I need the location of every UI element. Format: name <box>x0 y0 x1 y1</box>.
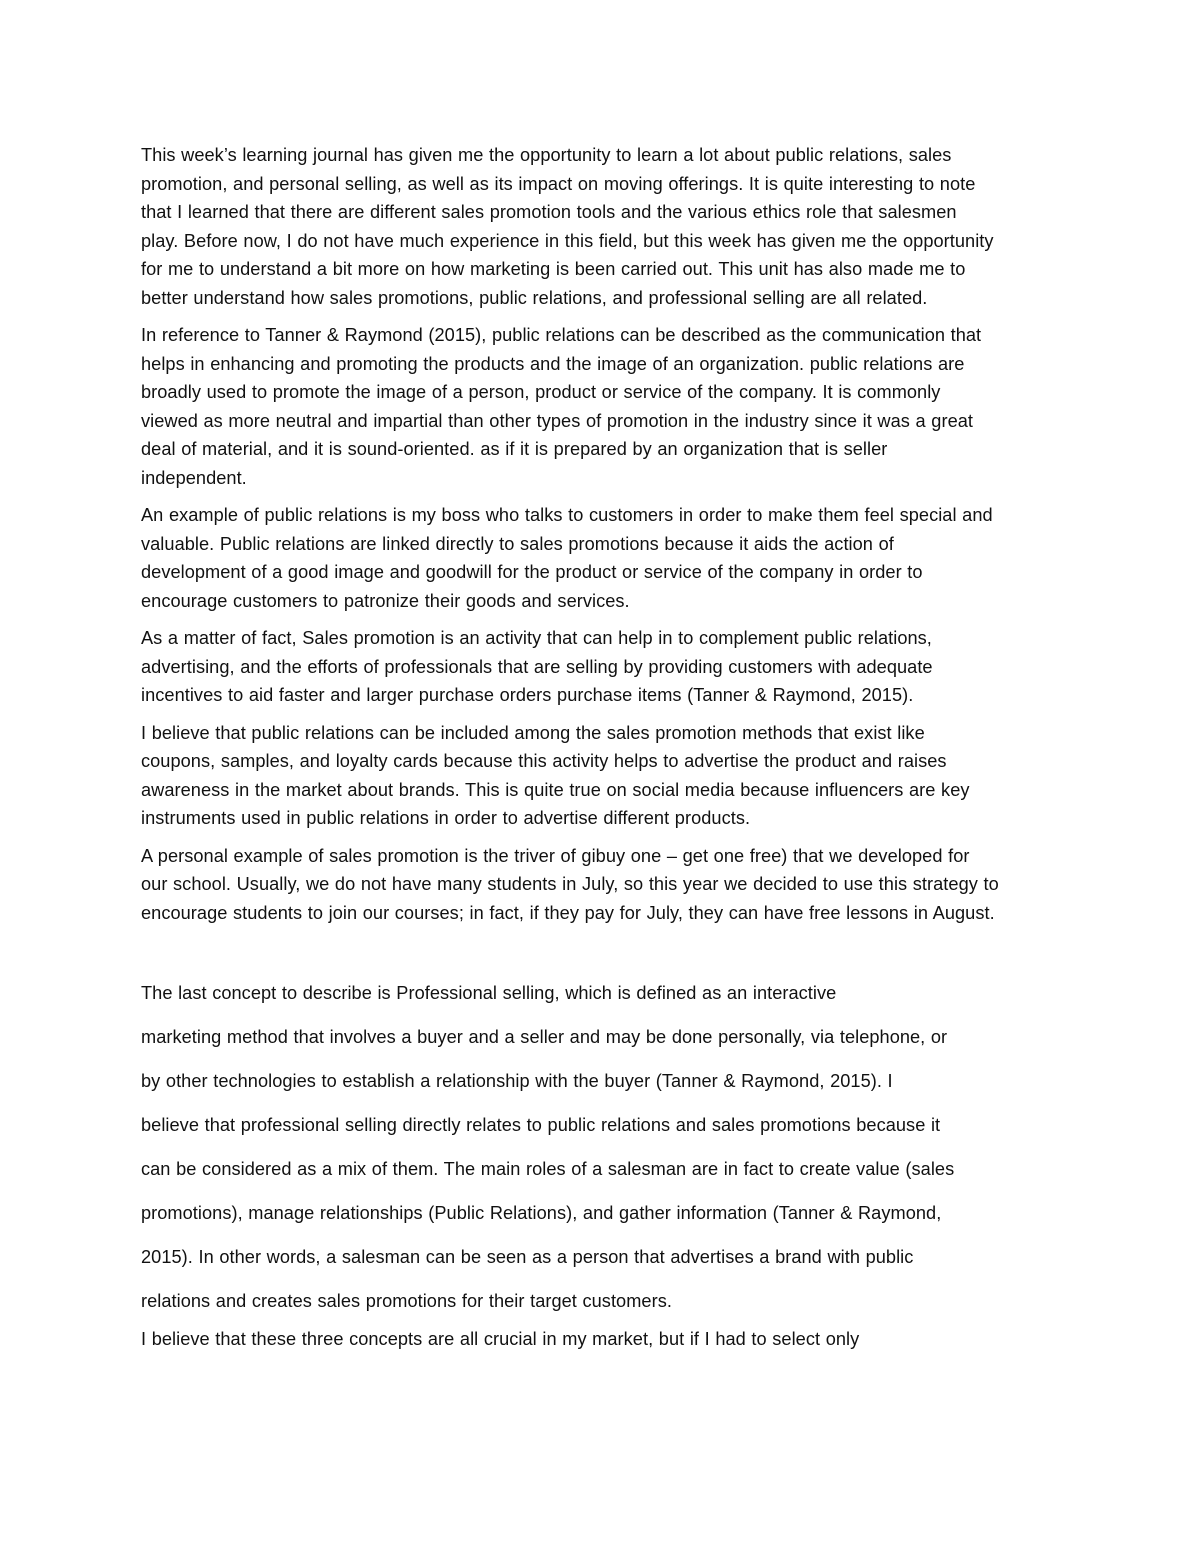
paragraph-3 <box>141 501 1071 615</box>
paragraph-4 <box>141 624 1071 710</box>
text-line: our school. Usually, we do not have many students in July, so this year we decided to use this strategy to <box>141 874 999 894</box>
text-line: coupons, samples, and loyalty cards because this activity helps to advertise the product and raises <box>141 751 947 771</box>
text-line: that I learned that there are different sales promotion tools and the various ethics role that salesmen <box>141 202 957 222</box>
text-line: incentives to aid faster and larger purchase orders purchase items (Tanner & Raymond, 2015). <box>141 685 914 705</box>
paragraph-1 <box>141 141 1071 312</box>
text-line: encourage customers to patronize their goods and services. <box>141 590 630 611</box>
text-line: broadly used to promote the image of a person, product or service of the company. It is commonly <box>141 382 941 402</box>
text-line: An example of public relations is my boss who talks to customers in order to make them feel special and <box>141 505 993 525</box>
text-line: play. Before now, I do not have much experience in this field, but this week has given me the opportunity <box>141 230 994 251</box>
text-line: independent. <box>141 467 247 488</box>
text-line: I believe that public relations can be included among the sales promotion methods that exist like <box>141 722 925 743</box>
document-body <box>141 141 1071 1353</box>
text-line: The last concept to describe is Professional selling, which is defined as an interactive <box>141 983 837 1003</box>
text-line: promotions), manage relationships (Public Relations), and gather information (Tanner & Raymond, <box>141 1203 942 1223</box>
text-line: relations and creates sales promotions for their target customers. <box>141 1291 672 1311</box>
text-line: can be considered as a mix of them. The main roles of a salesman are in fact to create value (sales <box>141 1159 955 1179</box>
paragraph-6 <box>141 842 1071 928</box>
text-line: encourage students to join our courses; in fact, if they pay for July, they can have free lessons in August. <box>141 902 995 923</box>
paragraph-5 <box>141 719 1071 833</box>
paragraph-2 <box>141 321 1071 492</box>
text-line: 2015). In other words, a salesman can be seen as a person that advertises a brand with public <box>141 1247 914 1267</box>
text-line: viewed as more neutral and impartial than other types of promotion in the industry since it was a great <box>141 410 974 431</box>
text-line: advertising, and the efforts of professionals that are selling by providing customers with adequate <box>141 656 933 677</box>
text-line: As a matter of fact, Sales promotion is an activity that can help in to complement public relations, <box>141 628 932 648</box>
text-line: I believe that these three concepts are all crucial in my market, but if I had to select only <box>141 1328 860 1349</box>
text-line: marketing method that involves a buyer and a seller and may be done personally, via telephone, or <box>141 1027 948 1047</box>
paragraph-7 <box>141 979 1071 1316</box>
text-line: In reference to Tanner & Raymond (2015), public relations can be described as the communication that <box>141 325 982 345</box>
text-line: promotion, and personal selling, as well as its impact on moving offerings. It is quite interesting to note <box>141 173 976 194</box>
text-line: awareness in the market about brands. This is quite true on social media because influencers are key <box>141 779 970 800</box>
text-line: better understand how sales promotions, public relations, and professional selling are all related. <box>141 287 928 308</box>
text-line: for me to understand a bit more on how marketing is been carried out. This unit has also made me to <box>141 259 966 279</box>
text-line: This week’s learning journal has given me the opportunity to learn a lot about public relations, sales <box>141 145 952 165</box>
text-line: deal of material, and it is sound-oriented. as if it is prepared by an organization that is seller <box>141 439 888 459</box>
text-line: by other technologies to establish a relationship with the buyer (Tanner & Raymond, 2015). I <box>141 1071 893 1091</box>
text-line: A personal example of sales promotion is the triver of gibuy one – get one free) that we developed for <box>141 845 970 866</box>
text-line: helps in enhancing and promoting the products and the image of an organization. public relations are <box>141 353 965 374</box>
paragraph-8 <box>141 1325 1071 1354</box>
text-line: valuable. Public relations are linked directly to sales promotions because it aids the action of <box>141 533 894 554</box>
text-line: instruments used in public relations in order to advertise different products. <box>141 808 751 828</box>
text-line: development of a good image and goodwill for the product or service of the company in order to <box>141 562 923 582</box>
text-line: believe that professional selling directly relates to public relations and sales promotions because it <box>141 1115 941 1135</box>
